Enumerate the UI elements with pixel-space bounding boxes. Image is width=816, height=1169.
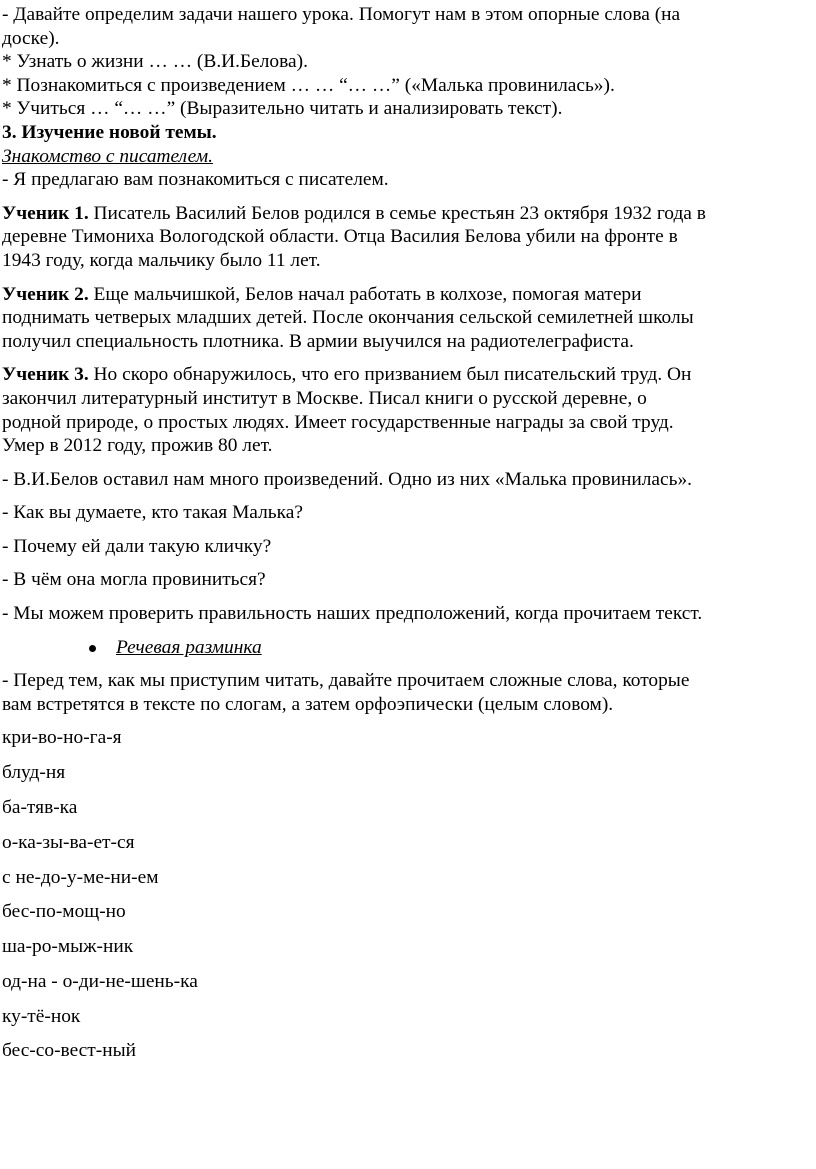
paragraph-text: Писатель Василий Белов родился в семье крестьян 23 октября 1932 года в bbox=[88, 202, 706, 224]
student-paragraph bbox=[2, 363, 816, 457]
paragraph-text: закончил литературный институт в Москве. Писал книги о русской деревне, о bbox=[2, 387, 647, 409]
paragraph-text: поднимать четверых младших детей. После окончания сельской семилетней школы bbox=[2, 307, 694, 329]
paragraph-text: Еще мальчишкой, Белов начал работать в колхозе, помогая матери bbox=[88, 283, 642, 305]
section-3 bbox=[2, 121, 816, 192]
intro-line: доске). bbox=[2, 27, 60, 49]
paragraph-text: получил специальность плотника. В армии выучился на радиотелеграфиста. bbox=[2, 330, 634, 352]
paragraph-text: деревне Тимониха Вологодской области. Отца Василия Белова убили на фронте в bbox=[2, 226, 678, 248]
discussion-line: - Почему ей дали такую кличку? bbox=[2, 535, 272, 557]
section-heading: 3. Изучение новой темы. bbox=[2, 121, 217, 143]
syllable-word: бес-по-мощ-но bbox=[2, 901, 126, 923]
section-subheading: Знакомство с писателем. bbox=[2, 145, 213, 167]
syllable-word: ша-ро-мыж-ник bbox=[2, 936, 134, 958]
syllable-word: с не-до-у-ме-ни-ем bbox=[2, 866, 159, 888]
paragraph-text: Умер в 2012 году, прожив 80 лет. bbox=[2, 435, 273, 457]
syllable-word: блуд-ня bbox=[2, 762, 66, 784]
syllable-word: о-ка-зы-ва-ет-ся bbox=[2, 831, 135, 853]
student-label: Ученик 2. bbox=[2, 283, 89, 305]
syllable-word: бес-со-вест-ный bbox=[2, 1040, 136, 1062]
syllable-list bbox=[2, 726, 816, 1063]
student-paragraph bbox=[2, 202, 816, 273]
discussion-line: - Мы можем проверить правильность наших предположений, когда прочитаем текст. bbox=[2, 603, 703, 625]
student-label: Ученик 3. bbox=[2, 364, 89, 386]
paragraph-text: вам встретятся в тексте по слогам, а затем орфоэпически (целым словом). bbox=[2, 693, 614, 715]
bullet-item bbox=[2, 636, 816, 660]
discussion-line: - В.И.Белов оставил нам много произведений. Одно из них «Малька провинилась». bbox=[2, 468, 693, 490]
bullet-icon bbox=[89, 645, 96, 652]
discussion-line: - Как вы думаете, кто такая Малька? bbox=[2, 502, 303, 524]
paragraph-text: родной природе, о простых людях. Имеет государственные награды за свой труд. bbox=[2, 411, 674, 433]
paragraph-text: 1943 году, когда мальчику было 11 лет. bbox=[2, 249, 321, 271]
task-item: * Познакомиться с произведением … … “… …” («Малька провинилась»). bbox=[2, 74, 615, 96]
task-item: * Учиться … “… …” (Выразительно читать и анализировать текст). bbox=[2, 98, 563, 120]
syllable-word: кри-во-но-га-я bbox=[2, 727, 122, 749]
discussion-line: - В чём она могла провиниться? bbox=[2, 569, 266, 591]
intro-block bbox=[2, 3, 816, 121]
intro-line: - Давайте определим задачи нашего урока. Помогут нам в этом опорные слова (на bbox=[2, 4, 681, 25]
warmup-paragraph bbox=[2, 669, 816, 716]
task-item: * Узнать о жизни … … (В.И.Белова). bbox=[2, 51, 308, 73]
student-paragraph bbox=[2, 283, 816, 354]
syllable-word: ку-тё-нок bbox=[2, 1005, 81, 1027]
student-label: Ученик 1. bbox=[2, 202, 89, 224]
teacher-line: - Я предлагаю вам познакомиться с писателем. bbox=[2, 169, 389, 191]
paragraph-text: Но скоро обнаружилось, что его призванием был писательский труд. Он bbox=[88, 364, 692, 386]
paragraph-text: - Перед тем, как мы приступим читать, давайте прочитаем сложные слова, которые bbox=[2, 670, 690, 692]
syllable-word: ба-тяв-ка bbox=[2, 797, 78, 818]
syllable-word: од-на - о-ди-не-шень-ка bbox=[2, 970, 198, 992]
bullet-label: Речевая разминка bbox=[116, 636, 262, 658]
